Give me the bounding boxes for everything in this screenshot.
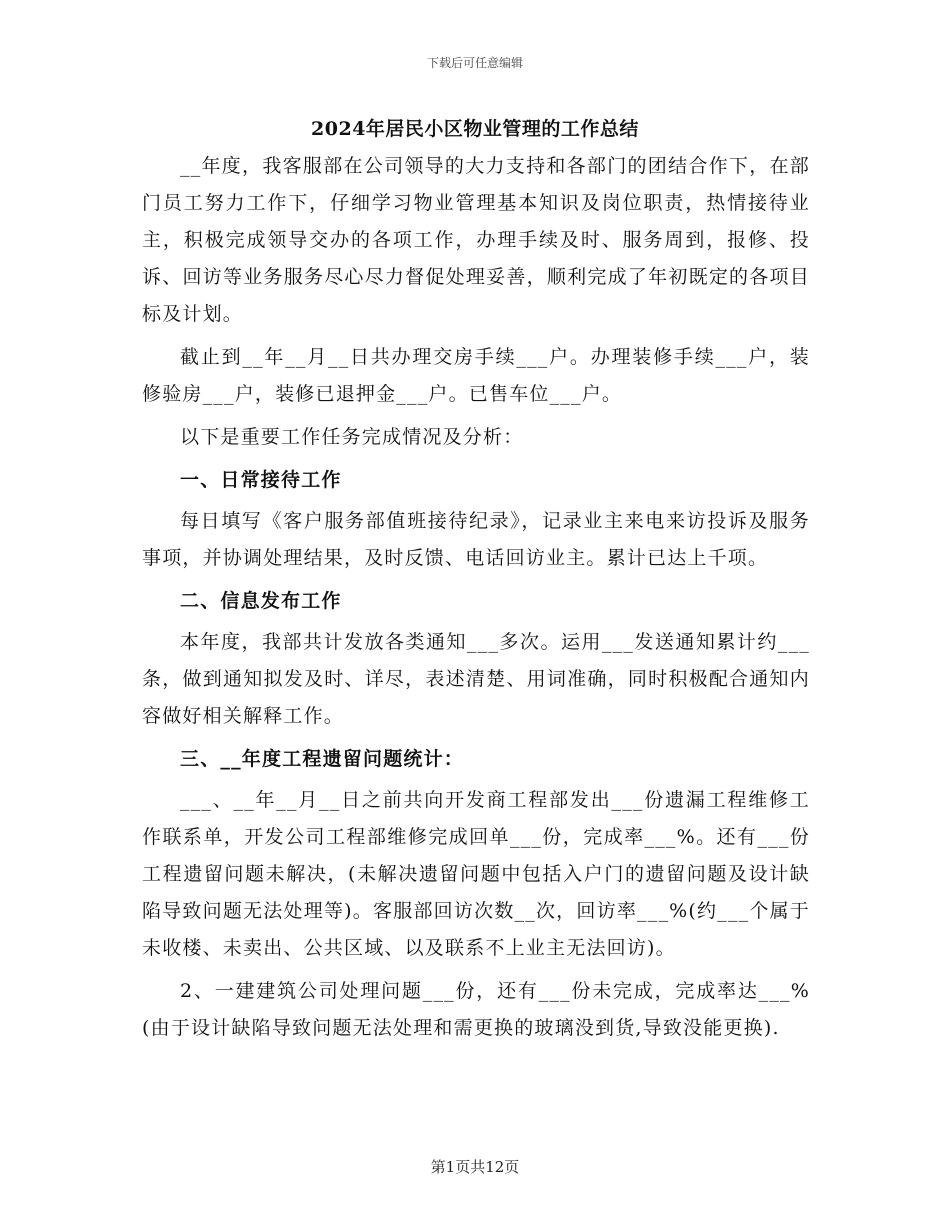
- section-3-item-1: ___、__年__月__日之前共向开发商工程部发出___份遗漏工程维修工作联系单，开发公司工程部维修完成回单___份，完成率___%。还有___份工程遗留问题未解决，(未解决遗留问题中包括入户门的遗留问题及设计缺陷导致问题无法处理等)。客服部回访次数__次，回访率___%(约___个属于未收楼、未卖出、公共区域、以及联系不上业主无法回访)。: [142, 789, 810, 959]
- stats-paragraph: 截止到__年__月__日共办理交房手续___户。办理装修手续___户，装修验房___户，装修已退押金___户。已售车位___户。: [142, 346, 810, 405]
- section-1-heading: 一、日常接待工作: [180, 469, 342, 491]
- section-2-text: 本年度，我部共计发放各类通知___多次。运用___发送通知累计约___条，做到通知拟发及时、详尽，表述清楚、用词准确，同时积极配合通知内容做好相关解释工作。: [142, 631, 810, 727]
- section-3-heading: 三、__年度工程遗留问题统计：: [180, 748, 465, 770]
- header-note: 下载后可任意编辑: [426, 56, 523, 70]
- page-number: 第1页共12页: [430, 1158, 520, 1176]
- document-title: 2024年居民小区物业管理的工作总结: [311, 118, 639, 140]
- section-3-item-2: 2、一建建筑公司处理问题___份，还有___份未完成，完成率达___%(由于设计缺陷导致问题无法处理和需更换的玻璃没到货,导致没能更换).: [142, 980, 810, 1039]
- intro-paragraph: __年度，我客服部在公司领导的大力支持和各部门的团结合作下，在部门员工努力工作下，仔细学习物业管理基本知识及岗位职责，热情接待业主，积极完成领导交办的各项工作，办理手续及时、服务周到，报修、投诉、回访等业务服务尽心尽力督促处理妥善，顺利完成了年初既定的各项目标及计划。: [142, 155, 810, 325]
- section-1-text: 每日填写《客户服务部值班接待纪录》，记录业主来电来访投诉及服务事项，并协调处理结果，及时反馈、电话回访业主。累计已达上千项。: [142, 510, 810, 569]
- document-body: [142, 148, 810, 1053]
- lead-paragraph: 以下是重要工作任务完成情况及分析：: [180, 426, 524, 448]
- section-2-heading: 二、信息发布工作: [180, 590, 342, 612]
